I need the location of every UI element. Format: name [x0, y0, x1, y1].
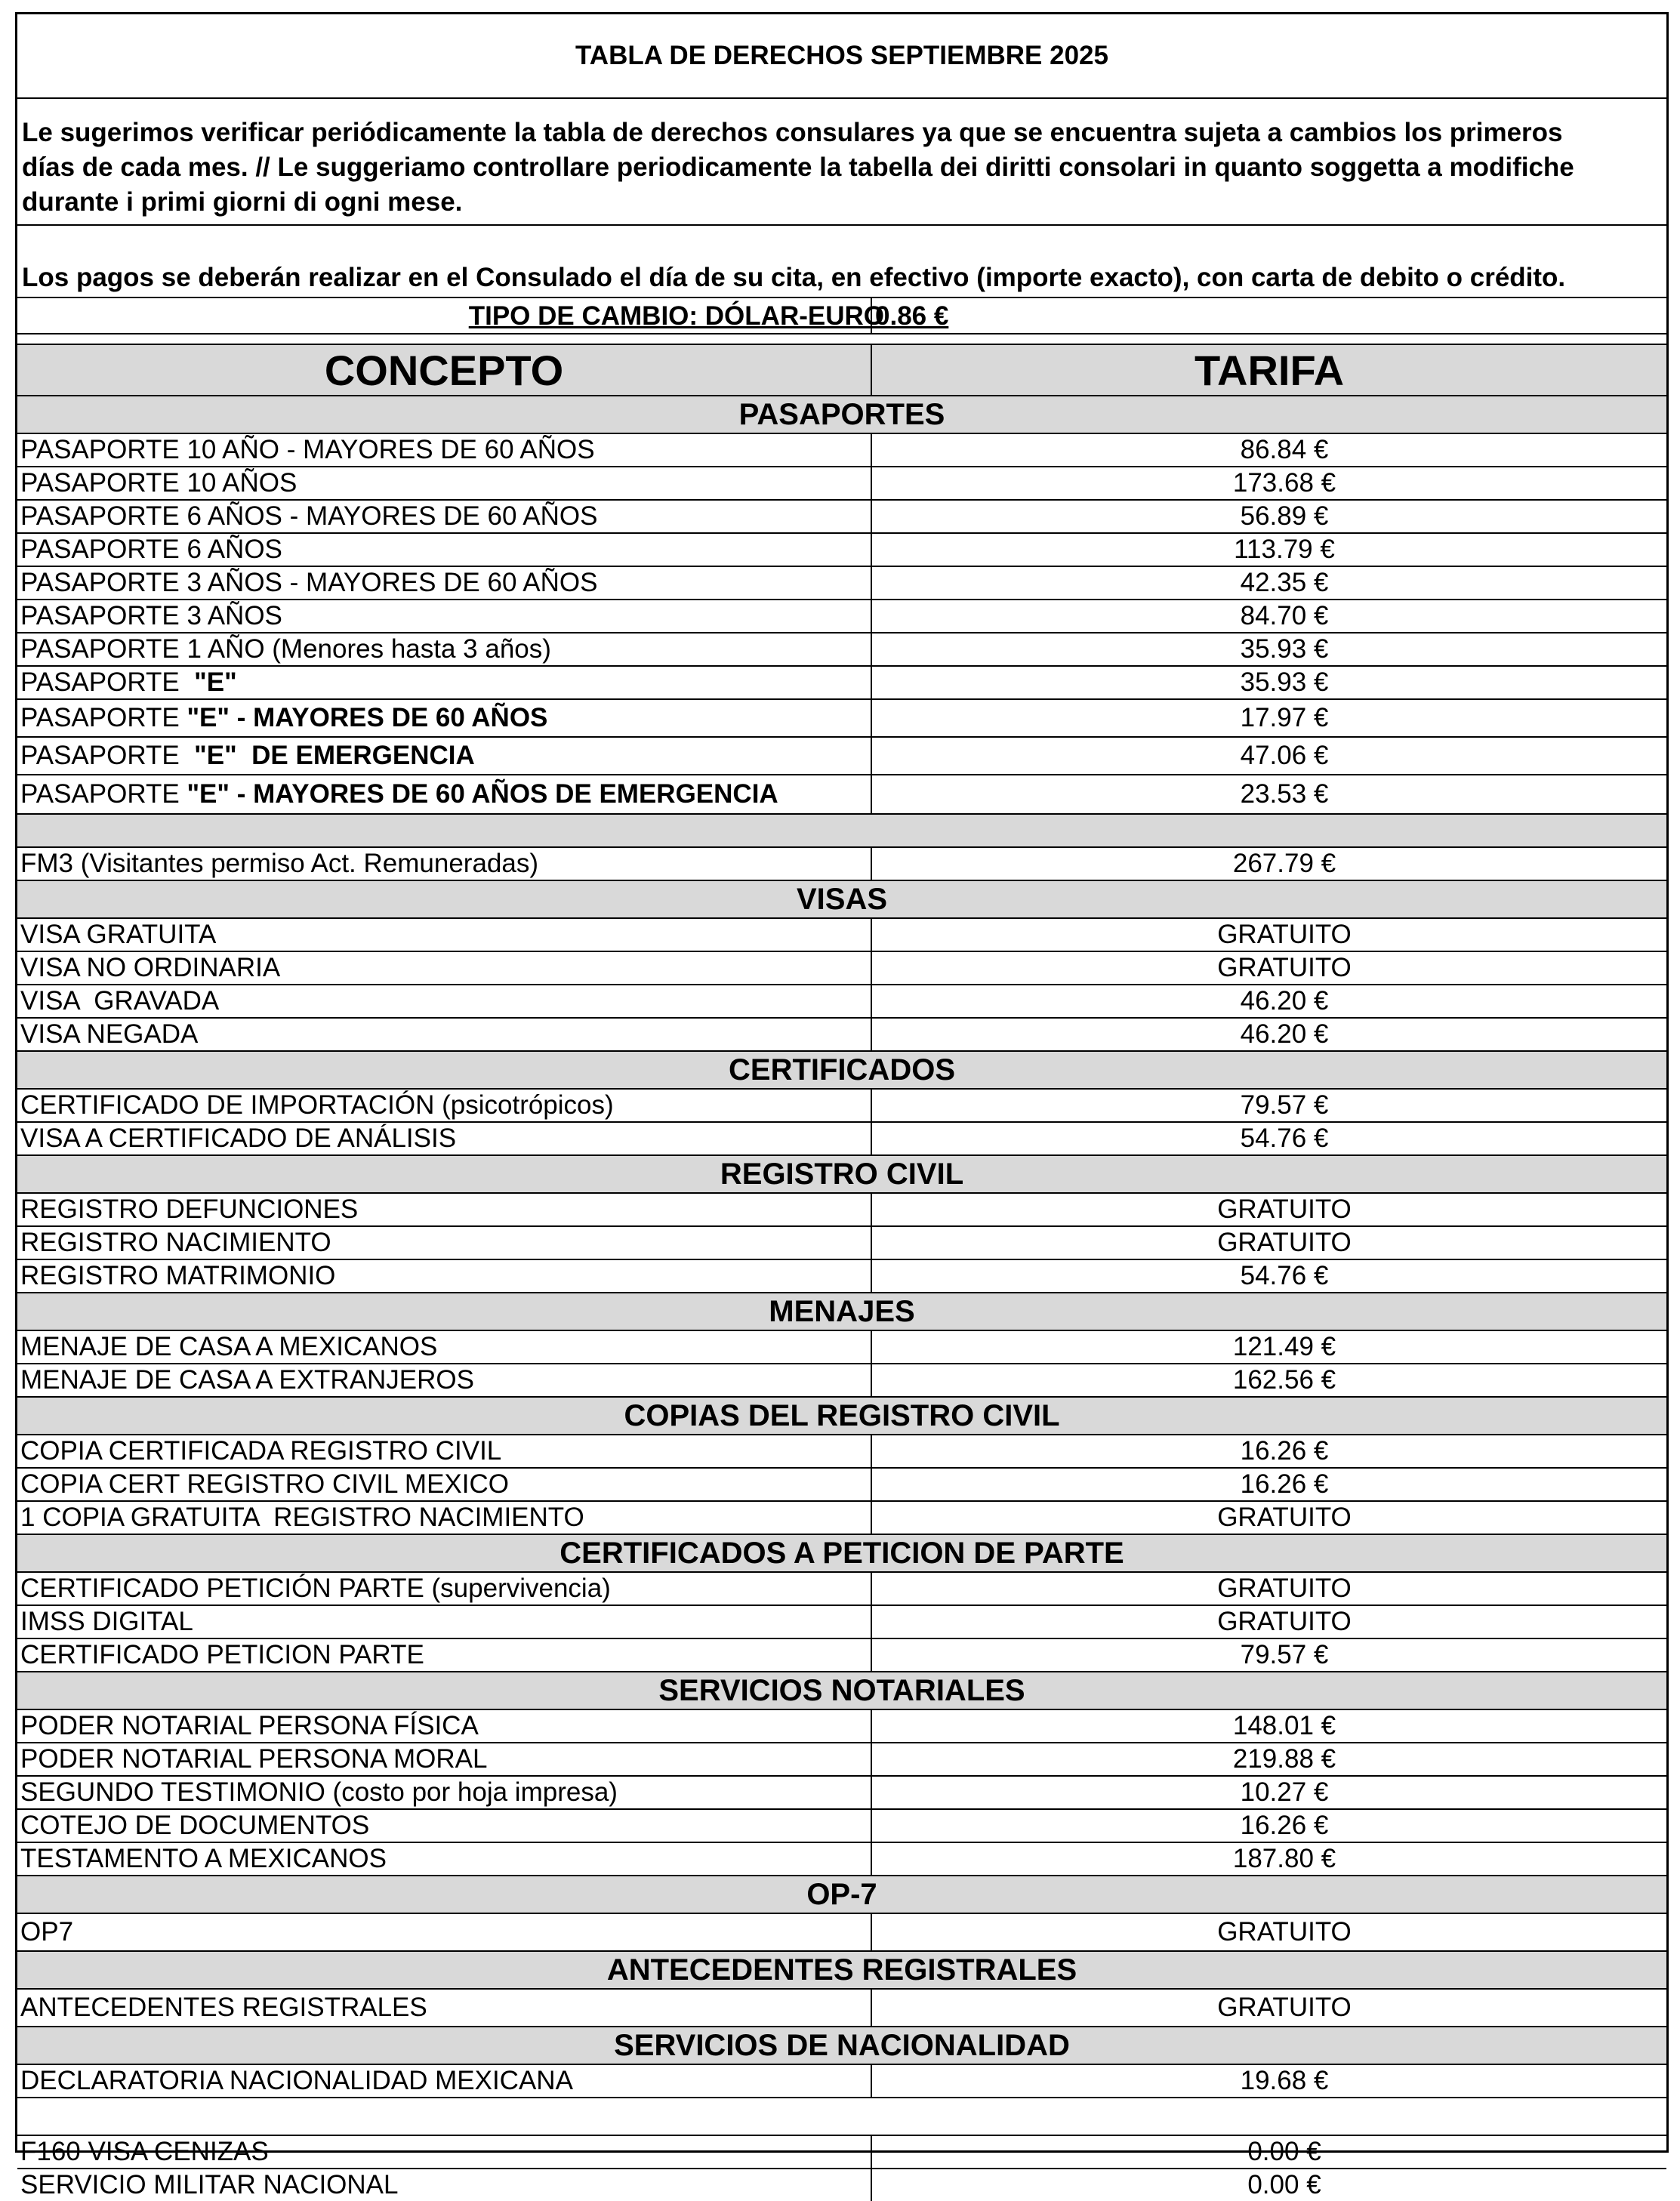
section-header: CERTIFICADOS — [17, 1050, 1666, 1088]
fee-cell: 56.89 € — [871, 501, 1666, 532]
table-row — [17, 1467, 1666, 1500]
fee-cell: 54.76 € — [871, 1260, 1666, 1292]
concept-cell: COPIA CERTIFICADA REGISTRO CIVIL — [20, 1436, 502, 1466]
table-row — [17, 566, 1666, 599]
concept-cell: PASAPORTE 3 AÑOS — [20, 601, 282, 630]
fee-cell: GRATUITO — [871, 1990, 1666, 2026]
fee-cell: 148.01 € — [871, 1710, 1666, 1742]
concept-cell: REGISTRO DEFUNCIONES — [20, 1195, 359, 1224]
section-header: VISAS — [17, 880, 1666, 917]
table-row — [17, 1363, 1666, 1396]
concept-cell: PASAPORTE 10 AÑOS — [20, 468, 297, 498]
table-row — [17, 1988, 1666, 2026]
table-row — [17, 736, 1666, 774]
section-header: SERVICIOS NOTARIALES — [17, 1671, 1666, 1709]
concept-cell: PASAPORTE 1 AÑO (Menores hasta 3 años) — [20, 634, 551, 664]
concept-cell: PASAPORTE 6 AÑOS - MAYORES DE 60 AÑOS — [20, 501, 598, 531]
notice-text — [17, 99, 1666, 226]
section-header: SERVICIOS DE NACIONALIDAD — [17, 2026, 1666, 2064]
column-header-row — [17, 344, 1666, 395]
concept-cell: SERVICIO MILITAR NACIONAL — [20, 2170, 399, 2199]
concept-cell: IMSS DIGITAL — [20, 1607, 193, 1636]
exchange-rate-value: 0.86 € — [875, 301, 949, 331]
table-row — [17, 1017, 1666, 1050]
fee-cell: GRATUITO — [871, 1914, 1666, 1950]
table-row — [17, 1709, 1666, 1742]
fee-cell: 46.20 € — [871, 985, 1666, 1017]
table-row — [17, 1605, 1666, 1638]
concept-cell: OP7 — [20, 1917, 74, 1947]
concept-cell: MENAJE DE CASA A MEXICANOS — [20, 1332, 438, 1361]
exchange-rate-label: TIPO DE CAMBIO: DÓLAR-EURO — [468, 301, 884, 331]
fee-cell: 79.57 € — [871, 1090, 1666, 1121]
fee-cell: GRATUITO — [871, 1573, 1666, 1605]
fee-cell: 173.68 € — [871, 467, 1666, 499]
concept-cell: PASAPORTE "E" - MAYORES DE 60 AÑOS DE EMERGENCIA — [20, 779, 778, 809]
section-header: COPIAS DEL REGISTRO CIVIL — [17, 1396, 1666, 1434]
concept-cell: DECLARATORIA NACIONALIDAD MEXICANA — [20, 2066, 573, 2095]
table-row — [17, 665, 1666, 698]
fee-cell: 16.26 € — [871, 1469, 1666, 1500]
table-row — [17, 1330, 1666, 1363]
fee-cell: 0.00 € — [871, 2169, 1666, 2201]
fee-cell: 46.20 € — [871, 1019, 1666, 1050]
fee-cell: 0.00 € — [871, 2136, 1666, 2168]
concept-cell: FM3 (Visitantes permiso Act. Remuneradas) — [20, 849, 539, 878]
section-header: REGISTRO CIVIL — [17, 1154, 1666, 1192]
fee-cell: GRATUITO — [871, 1502, 1666, 1534]
table-row — [17, 917, 1666, 951]
table-row — [17, 1775, 1666, 1808]
table-row — [17, 632, 1666, 665]
fee-cell: 19.68 € — [871, 2065, 1666, 2097]
table-row — [17, 1500, 1666, 1534]
concept-cell: REGISTRO NACIMIENTO — [20, 1228, 331, 1257]
table-row — [17, 1638, 1666, 1671]
concept-cell: VISA GRATUITA — [20, 920, 217, 949]
payment-note: Los pagos se deberán realizar en el Consulado el día de su cita, en efectivo (importe exacto), con carta de debito o crédito. — [17, 226, 1666, 298]
section-header: ANTECEDENTES REGISTRALES — [17, 1950, 1666, 1988]
exchange-rate-row — [17, 298, 1666, 334]
table-row — [17, 532, 1666, 566]
table-row — [17, 774, 1666, 813]
fee-cell: GRATUITO — [871, 1194, 1666, 1225]
concept-cell: F160 VISA CENIZAS — [20, 2137, 269, 2166]
concept-cell: VISA GRAVADA — [20, 986, 220, 1016]
concept-cell: 1 COPIA GRATUITA REGISTRO NACIMIENTO — [20, 1503, 584, 1532]
fee-cell: GRATUITO — [871, 1227, 1666, 1259]
document-title: TABLA DE DERECHOS SEPTIEMBRE 2025 — [17, 14, 1666, 99]
fee-cell: 10.27 € — [871, 1777, 1666, 1808]
fee-cell: 79.57 € — [871, 1639, 1666, 1671]
concept-cell: PODER NOTARIAL PERSONA MORAL — [20, 1744, 488, 1774]
table-row — [17, 951, 1666, 984]
concept-cell: PASAPORTE 10 AÑO - MAYORES DE 60 AÑOS — [20, 435, 595, 464]
table-row — [17, 1259, 1666, 1292]
table-row — [17, 1225, 1666, 1259]
fee-cell: 267.79 € — [871, 848, 1666, 880]
fee-cell: 121.49 € — [871, 1331, 1666, 1363]
table-spacer — [17, 2097, 1666, 2135]
table-spacer — [17, 813, 1666, 846]
concept-cell: REGISTRO MATRIMONIO — [20, 1261, 336, 1290]
table-row — [17, 2168, 1666, 2201]
concept-cell: MENAJE DE CASA A EXTRANJEROS — [20, 1365, 474, 1395]
fee-cell: 35.93 € — [871, 633, 1666, 665]
table-row — [17, 698, 1666, 736]
concept-cell: PODER NOTARIAL PERSONA FÍSICA — [20, 1711, 479, 1740]
fee-cell: 35.93 € — [871, 667, 1666, 698]
fee-cell: 42.35 € — [871, 567, 1666, 599]
fee-cell: 219.88 € — [871, 1743, 1666, 1775]
fee-cell: GRATUITO — [871, 919, 1666, 951]
concept-cell: PASAPORTE "E" - MAYORES DE 60 AÑOS — [20, 703, 548, 732]
fee-cell: 86.84 € — [871, 434, 1666, 466]
section-header: CERTIFICADOS A PETICION DE PARTE — [17, 1534, 1666, 1571]
concept-cell: PASAPORTE 3 AÑOS - MAYORES DE 60 AÑOS — [20, 568, 598, 597]
section-header: MENAJES — [17, 1292, 1666, 1330]
fee-cell: 17.97 € — [871, 700, 1666, 736]
concept-cell: COPIA CERT REGISTRO CIVIL MEXICO — [20, 1469, 509, 1499]
notice-line: durante i primi giorni di ogni mese. — [22, 187, 463, 217]
table-row — [17, 1742, 1666, 1775]
concept-cell: CERTIFICADO PETICIÓN PARTE (supervivencia) — [20, 1574, 611, 1603]
table-row — [17, 1842, 1666, 1875]
table-row — [17, 499, 1666, 532]
concept-cell: PASAPORTE 6 AÑOS — [20, 535, 282, 564]
notice-line: Le sugerimos verificar periódicamente la tabla de derechos consulares ya que se encuentra sujeta a cambios los primeros — [22, 118, 1563, 147]
column-header-fee: TARIFA — [871, 345, 1666, 395]
fees-table — [17, 334, 1666, 2201]
section-header: OP-7 — [17, 1875, 1666, 1913]
fee-cell: 54.76 € — [871, 1123, 1666, 1154]
concept-cell: COTEJO DE DOCUMENTOS — [20, 1811, 370, 1840]
concept-cell: TESTAMENTO A MEXICANOS — [20, 1844, 387, 1873]
table-row — [17, 1192, 1666, 1225]
fee-cell: GRATUITO — [871, 1606, 1666, 1638]
column-header-concept: CONCEPTO — [324, 346, 564, 394]
concept-cell: VISA A CERTIFICADO DE ANÁLISIS — [20, 1124, 457, 1153]
concept-cell: SEGUNDO TESTIMONIO (costo por hoja impresa) — [20, 1777, 618, 1807]
concept-cell: CERTIFICADO DE IMPORTACIÓN (psicotrópicos) — [20, 1090, 614, 1120]
table-row — [17, 1571, 1666, 1605]
fee-cell: 187.80 € — [871, 1843, 1666, 1875]
notice-line: días de cada mes. // Le suggeriamo controllare periodicamente la tabella dei diritti consolari in quanto soggetta a modifiche — [22, 153, 1574, 182]
table-row — [17, 984, 1666, 1017]
table-row — [17, 1121, 1666, 1154]
concept-cell: PASAPORTE "E" DE EMERGENCIA — [20, 741, 475, 770]
fee-cell: 16.26 € — [871, 1435, 1666, 1467]
concept-cell: PASAPORTE "E" — [20, 667, 237, 697]
fee-cell: 84.70 € — [871, 600, 1666, 632]
table-row — [17, 1808, 1666, 1842]
table-row — [17, 2064, 1666, 2097]
fee-cell: GRATUITO — [871, 952, 1666, 984]
table-row — [17, 1913, 1666, 1950]
table-row — [17, 2135, 1666, 2168]
table-row — [17, 466, 1666, 499]
table-row — [17, 599, 1666, 632]
fee-cell: 16.26 € — [871, 1810, 1666, 1842]
table-row — [17, 433, 1666, 466]
concept-cell: VISA NEGADA — [20, 1019, 199, 1049]
fee-cell: 47.06 € — [871, 738, 1666, 774]
concept-cell: CERTIFICADO PETICION PARTE — [20, 1640, 424, 1669]
fee-table-document — [15, 12, 1669, 2199]
fee-cell: 162.56 € — [871, 1364, 1666, 1396]
table-row — [17, 1434, 1666, 1467]
fee-cell: 113.79 € — [871, 534, 1666, 566]
concept-cell: ANTECEDENTES REGISTRALES — [20, 1993, 427, 2022]
table-row — [17, 1088, 1666, 1121]
table-row — [17, 846, 1666, 880]
concept-cell: VISA NO ORDINARIA — [20, 953, 281, 982]
section-header: PASAPORTES — [17, 395, 1666, 433]
fee-cell: 23.53 € — [871, 775, 1666, 813]
